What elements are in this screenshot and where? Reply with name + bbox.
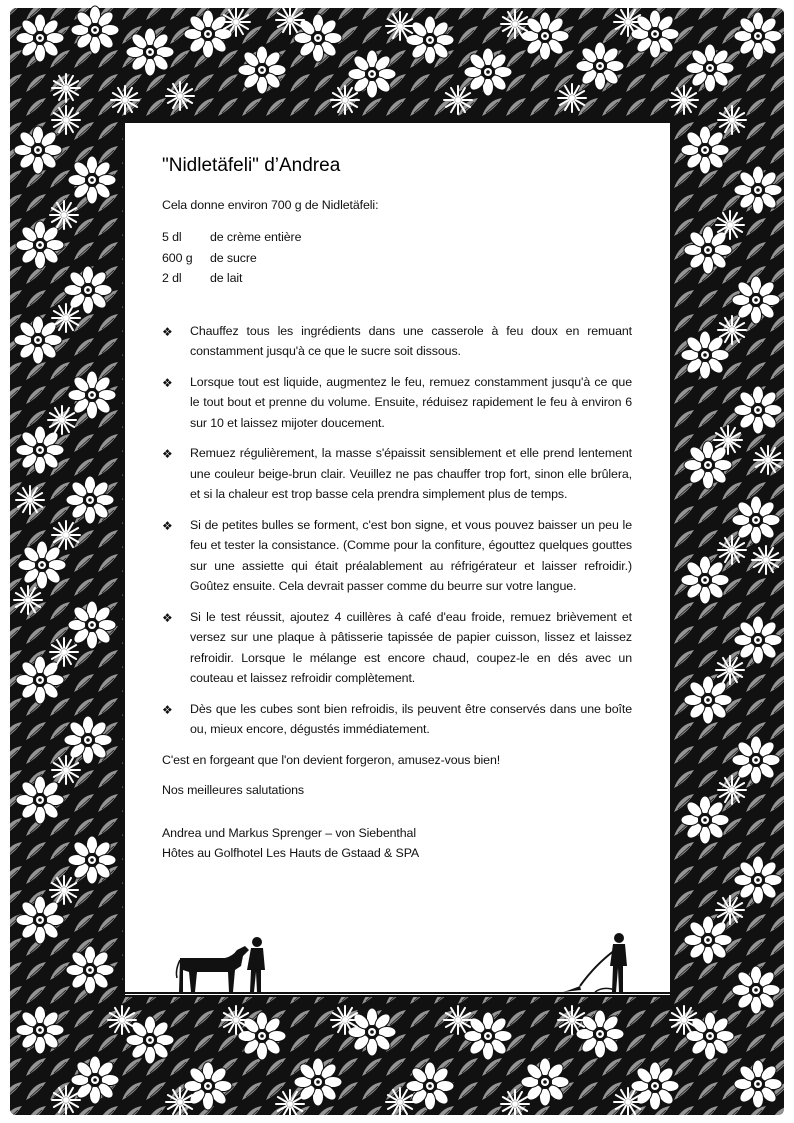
ingredient-quantity: 600 g (162, 250, 193, 265)
cow-icon (176, 946, 249, 992)
ingredient-row (162, 268, 632, 289)
step-list (162, 321, 632, 740)
step-item (162, 372, 632, 434)
diamond-bullet-icon: ❖ (162, 610, 173, 625)
recipe-text (162, 150, 632, 864)
ingredient-list (162, 227, 632, 289)
pastoral-silhouettes (125, 920, 670, 995)
greeting-line: Nos meilleures salutations (162, 783, 305, 797)
closing-line: C'est en forgeant que l'on devient forgeron, amusez-vous bien! (162, 752, 501, 767)
yield-line: Cela donne environ 700 g de Nidletäfeli: (162, 197, 379, 212)
diamond-bullet-icon: ❖ (162, 324, 173, 339)
step-text: Remuez régulièrement, la masse s'épaissit sensiblement et elle prend lentement une couleur beige-brun clair. Veuillez ne pas chauffer trop fort, sinon elle brûlera, et si la chaleur est trop basse cela prendra simplement plus de temps. (190, 446, 632, 501)
step-item (162, 699, 632, 740)
ingredient-quantity: 5 dl (162, 230, 182, 244)
diamond-bullet-icon: ❖ (162, 375, 173, 390)
ingredient-name: de lait (210, 271, 243, 285)
ingredient-name: de crème entière (210, 230, 302, 244)
step-text: Dès que les cubes sont bien refroidis, ils peuvent être conservés dans une boîte ou, mieux encore, dégustés immédiatement. (190, 701, 632, 736)
ingredient-quantity: 2 dl (162, 271, 182, 285)
step-item (162, 607, 632, 689)
ingredient-row (162, 227, 632, 248)
step-item (162, 321, 632, 362)
ingredient-row (162, 248, 632, 269)
diamond-bullet-icon: ❖ (162, 518, 173, 533)
farmer-with-scythe-icon (563, 933, 627, 992)
step-text: Chauffez tous les ingrédients dans une casserole à feu doux en remuant constamment jusqu'à ce que le sucre soit dissous. (190, 323, 632, 358)
diamond-bullet-icon: ❖ (162, 447, 173, 461)
step-text: Lorsque tout est liquide, augmentez le feu, remuez constamment jusqu'à ce que le tout bout et prenne du volume. Ensuite, réduisez rapidement le feu à environ 6 sur 10 et laissez mijoter doucement. (190, 374, 632, 430)
step-item (162, 515, 632, 597)
step-text: Si de petites bulles se forment, c'est bon signe, et vous pouvez baisser un peu le feu et tester la consistance. (Comme pour la confiture, égouttez quelques gouttes sur une assiette qui était préalablement au réfrigérateur et laisser refroidir.) Goûtez ensuite. Cela devrait passer comme du beurre sur votre langue. (190, 517, 632, 593)
signature-names: Andrea und Markus Sprenger – von Siebenthal (162, 825, 417, 840)
step-item (162, 443, 632, 505)
diamond-bullet-icon: ❖ (162, 702, 173, 717)
recipe-title: "Nidletäfeli" d’Andrea (162, 155, 341, 176)
step-text: Si le test réussit, ajoutez 4 cuillères à café d'eau froide, remuez brièvement et versez sur une plaque à pâtisserie tapissée de papier cuisson, lissez et laissez refroidir. Lorsque le mélange est encore chaud, coupez-le en dés avec un couteau et laissez refroidir complètement. (190, 609, 632, 685)
farmer-with-cow-icon (247, 937, 265, 992)
signature-hosts: Hôtes au Golfhotel Les Hauts de Gstaad & SPA (162, 846, 420, 860)
ingredient-name: de sucre (210, 250, 257, 265)
